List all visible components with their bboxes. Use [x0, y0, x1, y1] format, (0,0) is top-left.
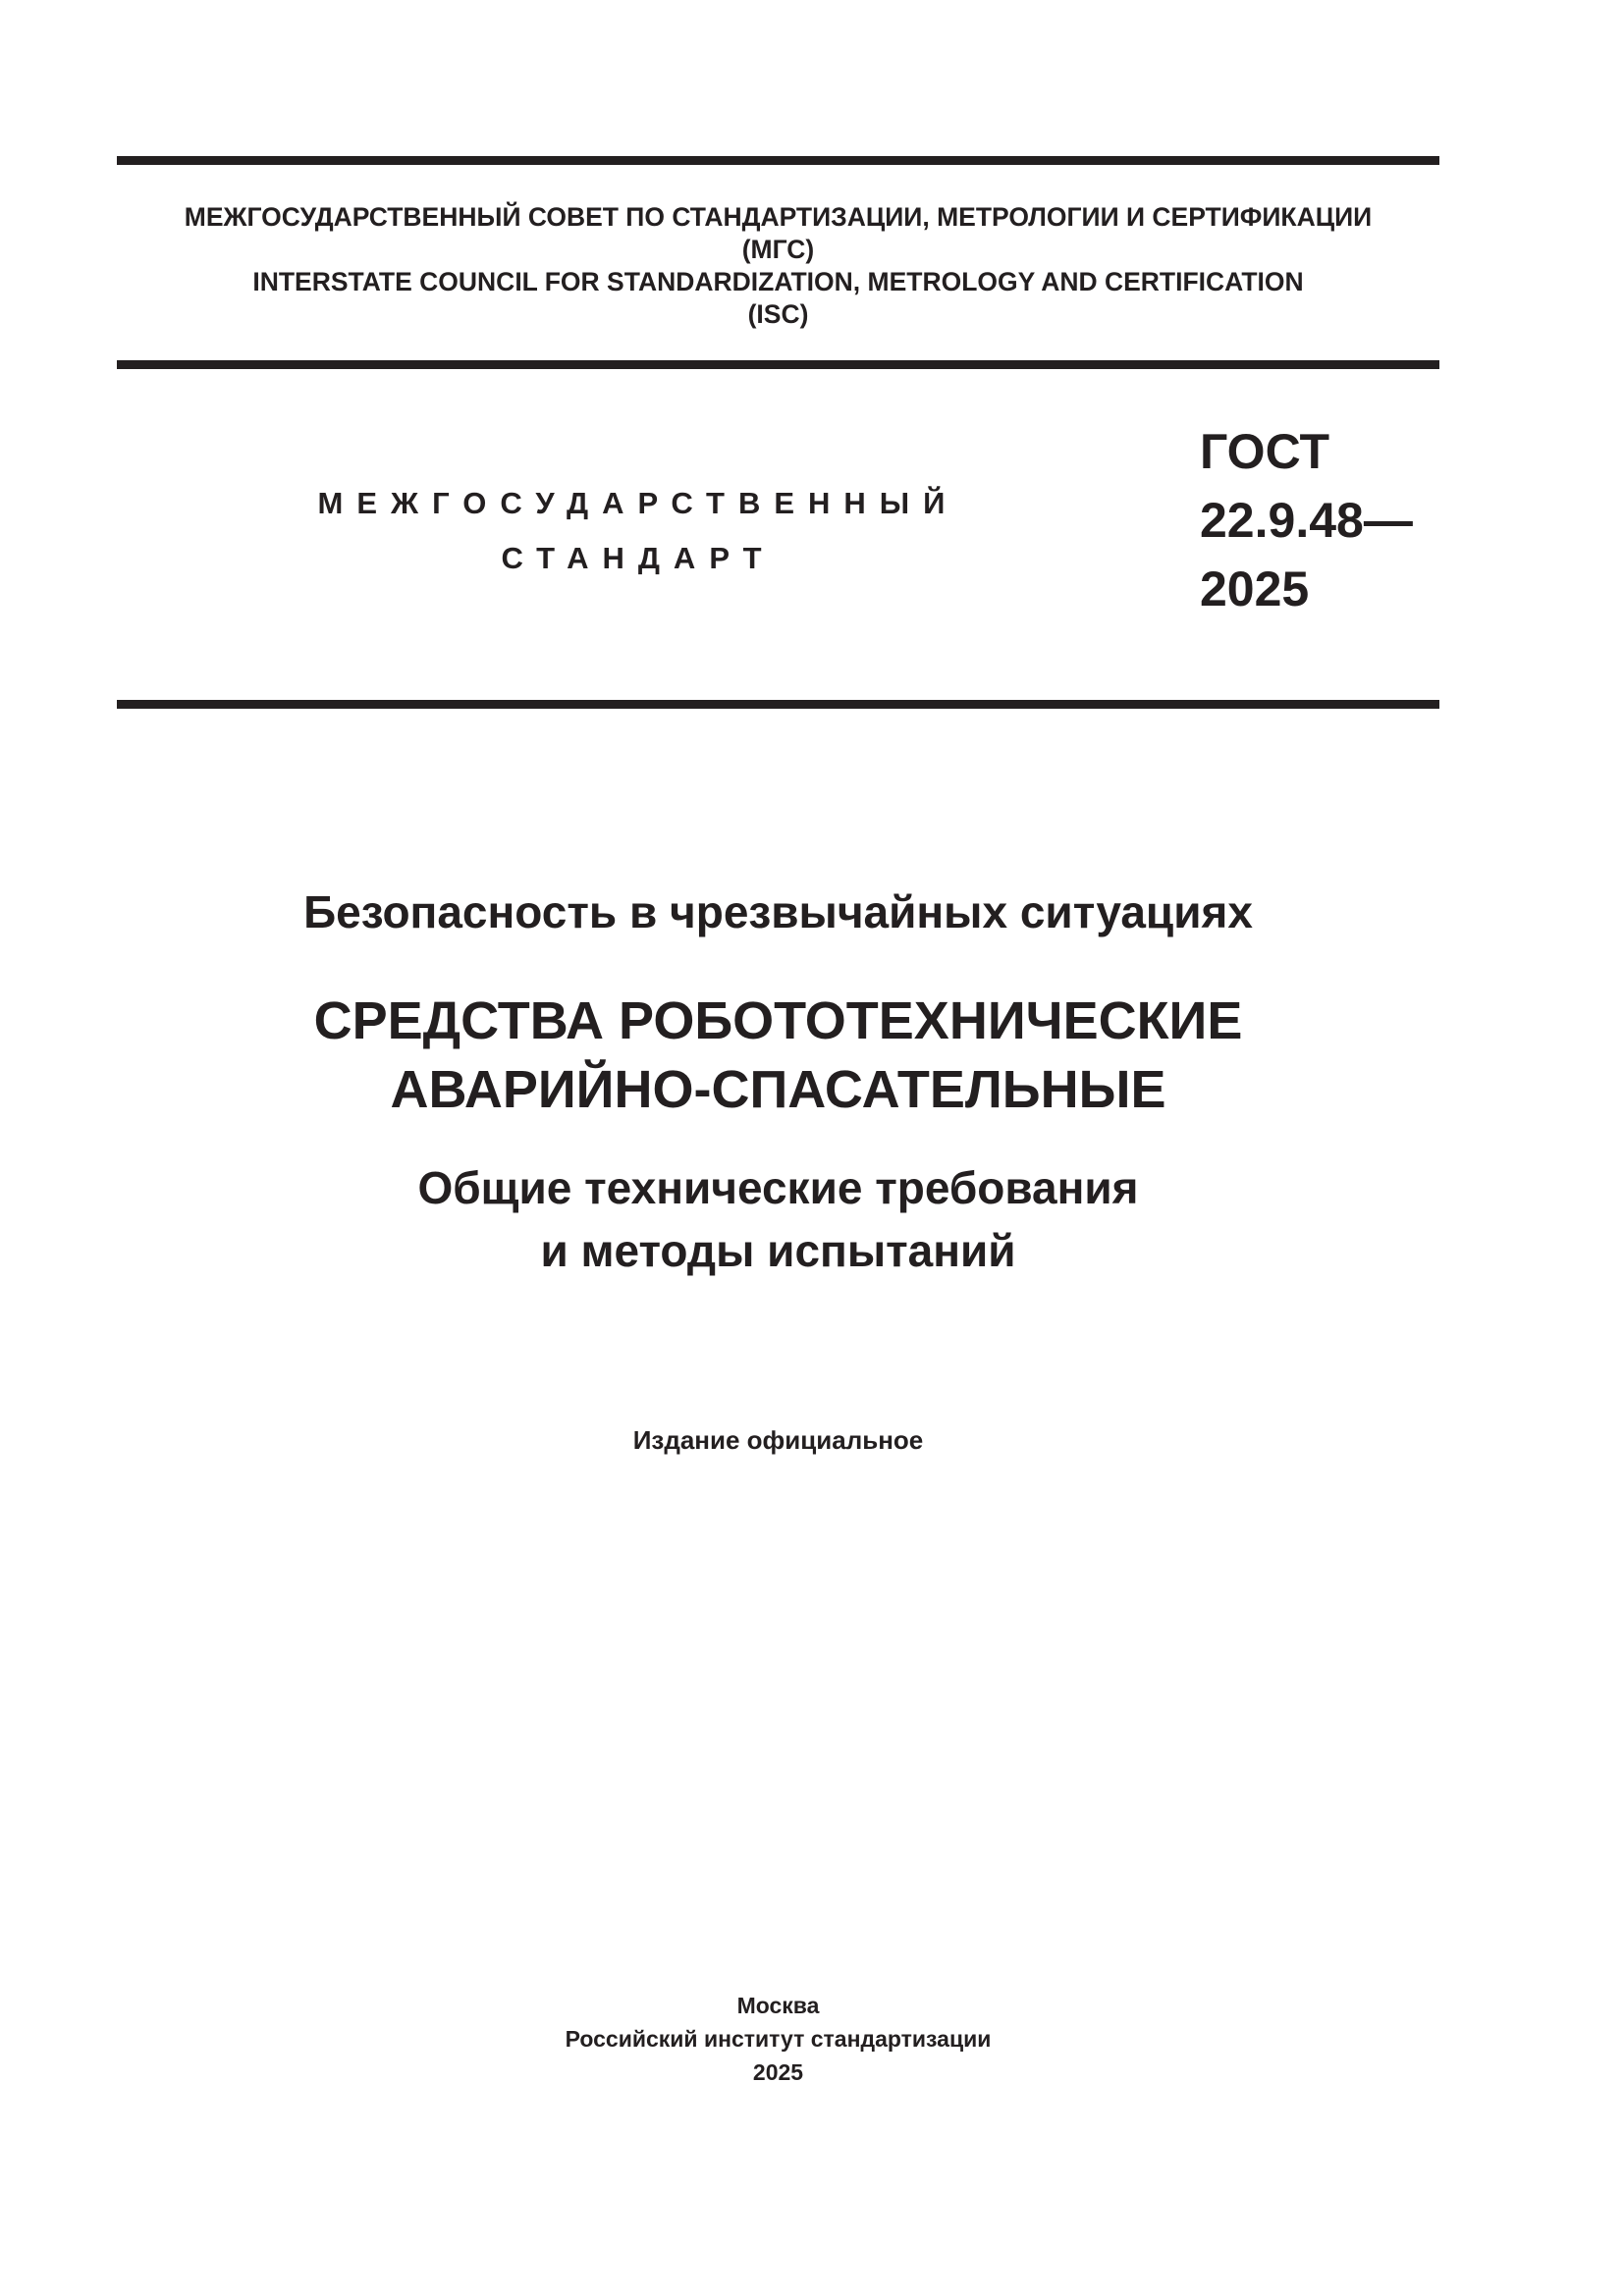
- standard-kind: [275, 476, 1001, 586]
- subject-title: [117, 884, 1439, 939]
- subtitle: [117, 1156, 1439, 1282]
- top-rule: [117, 156, 1439, 165]
- imprint-city: Москва: [736, 1993, 820, 2018]
- council-name-en: INTERSTATE COUNCIL FOR STANDARDIZATION, METROLOGY AND CERTIFICATION: [252, 267, 1304, 296]
- subtitle-line2: и методы испытаний: [540, 1225, 1016, 1276]
- standard-kind-line1: МЕЖГОСУДАРСТВЕННЫЙ: [317, 486, 959, 520]
- main-title: [117, 987, 1439, 1124]
- council-header: [117, 201, 1439, 331]
- council-abbr-ru: (МГС): [741, 235, 815, 264]
- designation-year: 2025: [1200, 561, 1310, 616]
- standard-kind-line2: СТАНДАРТ: [501, 541, 776, 575]
- header-divider: [117, 360, 1439, 369]
- imprint: [117, 1989, 1439, 2089]
- subject-line: Безопасность в чрезвычайных ситуациях: [303, 886, 1253, 937]
- main-title-line2: АВАРИЙНО-СПАСАТЕЛЬНЫЕ: [390, 1060, 1166, 1119]
- designation-divider: [117, 700, 1439, 709]
- edition-note: Издание официальное: [632, 1425, 924, 1455]
- main-title-line1: СРЕДСТВА РОБОТОТЕХНИЧЕСКИЕ: [313, 991, 1243, 1050]
- council-abbr-en: (ISC): [747, 299, 809, 329]
- council-name-ru: МЕЖГОСУДАРСТВЕННЫЙ СОВЕТ ПО СТАНДАРТИЗАЦИИ, МЕТРОЛОГИИ И СЕРТИФИКАЦИИ: [184, 202, 1373, 232]
- subtitle-line1: Общие технические требования: [417, 1162, 1139, 1213]
- imprint-publisher: Российский институт стандартизации: [565, 2026, 992, 2052]
- standard-designation: [1200, 417, 1413, 623]
- designation-prefix: ГОСТ: [1200, 424, 1329, 479]
- designation-number: 22.9.48—: [1200, 493, 1413, 548]
- imprint-year: 2025: [752, 2059, 804, 2085]
